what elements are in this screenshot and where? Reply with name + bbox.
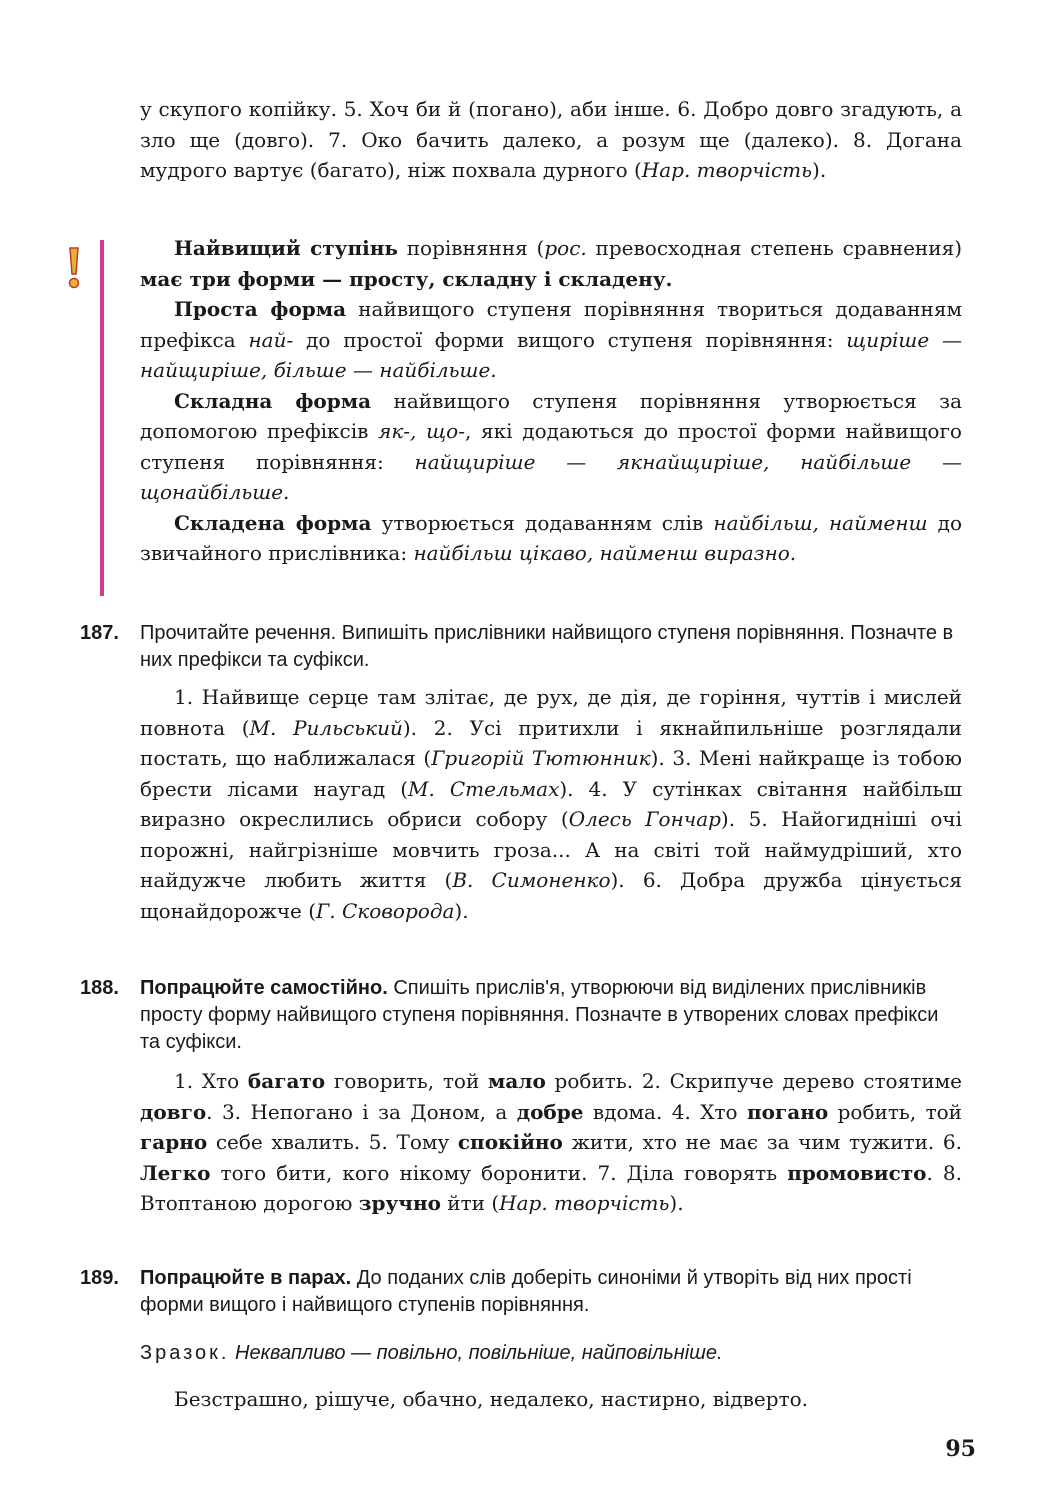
source-attribution: Нар. творчість <box>641 158 813 182</box>
rule-margin-bar <box>100 240 104 596</box>
exercise-task: Прочитайте речення. Випишіть прислівники найвищого ступеня порівняння. Позначте в них префікси та суфікси. <box>140 622 954 671</box>
exercise-task: Попрацюйте в парах. До поданих слів доберіть синоніми й утворіть від них прості форми вищого і найвищого ступенів порівняння. <box>140 1267 912 1316</box>
exercise-number: 189. <box>80 1267 119 1289</box>
grammar-rule <box>140 233 962 569</box>
rule-paragraph-2: Проста форма найвищого ступеня порівняння твориться додаванням префікса най- до простої форми вищого ступеня порівняння: щиріше — найщиріше, більше — найбільше. <box>140 297 962 382</box>
sample-label: Зразок. <box>140 1342 230 1364</box>
rule-paragraph-1: Найвищий ступінь порівняння (рос. превосходная степень сравнения) має три форми — просту, складну і складену. <box>140 236 962 291</box>
continuation-text: у скупого копійку. 5. Хоч би й (погано), аби інше. 6. Добро довго згадують, а зло ще (довго). 7. Око бачить далеко, а розум ще (далеко). 8. Догана мудрого вартує (багато), ніж похвала дурного ( <box>140 97 962 182</box>
word-list: Безстрашно, рішуче, обачно, недалеко, настирно, відверто. <box>174 1387 809 1411</box>
page-number: 95 <box>945 1436 976 1462</box>
sample-text: Неквапливо — повільно, повільніше, найповільніше. <box>229 1342 723 1364</box>
exercise-188-text: 1. Хто багато говорить, той мало робить. 2. Скрипуче дерево стоятиме довго. 3. Непогано і за Доном, а добре вдома. 4. Хто погано робить, той гарно себе хвалить. 5. Тому спокійно жити, хто не має за чим тужити. 6. Легко того бити, кого нікому боронити. 7. Діла говорять промовисто. 8. Втоптаною дорогою зручно йти (Нар. творчість). <box>140 1069 963 1215</box>
rule-paragraph-4: Складена форма утворюється додаванням слів найбільш, найменш до звичайного прислівника: найбільш цікаво, найменш виразно. <box>140 510 962 565</box>
exercise-number: 188. <box>80 977 119 999</box>
rule-paragraph-3: Складна форма найвищого ступеня порівняння утворюється за допомогою префіксів як-, що-, які додаються до простої форми найвищого ступеня порівняння: найщиріше — якнайщиріше, найбільше — щонайбільше. <box>140 388 962 504</box>
sample-line <box>140 1340 962 1367</box>
exclamation-icon <box>62 246 86 290</box>
continuation-paragraph: у скупого копійку. 5. Хоч би й (погано), аби інше. 6. Добро довго згадують, а зло ще (довго). 7. Око бачить далеко, а розум ще (далеко). 8. Догана мудрого вартує (багато), ніж похвала дурного (Нар. творчість). <box>140 97 962 182</box>
exercise-number: 187. <box>80 622 119 644</box>
exercise-task: Попрацюйте самостійно. Спишіть прислів'я, утворюючи від виділених прислівників просту форму найвищого ступеня порівняння. Позначте в утворених словах префікси та суфікси. <box>140 977 939 1053</box>
exercise-187-text: 1. Найвище серце там злітає, де рух, де дія, де горіння, чуттів і мислей повнота (М. Рильський). 2. Усі притихли і якнайпильніше розглядали постать, що наближалася (Григорій Тютюнник). 3. Мені найкраще із тобою брести лісами наугад (М. Стельмах). 4. У сутінках світання найбільш виразно окреслились обриси собору (Олесь Гончар). 5. Найогидніші очі порожні, найгрізніше мовчить гроза... А на світі той наймудріший, хто найдужче любить життя (В. Симоненко). 6. Добра дружба цінується щонайдорожче (Г. Сковорода). <box>140 685 963 923</box>
